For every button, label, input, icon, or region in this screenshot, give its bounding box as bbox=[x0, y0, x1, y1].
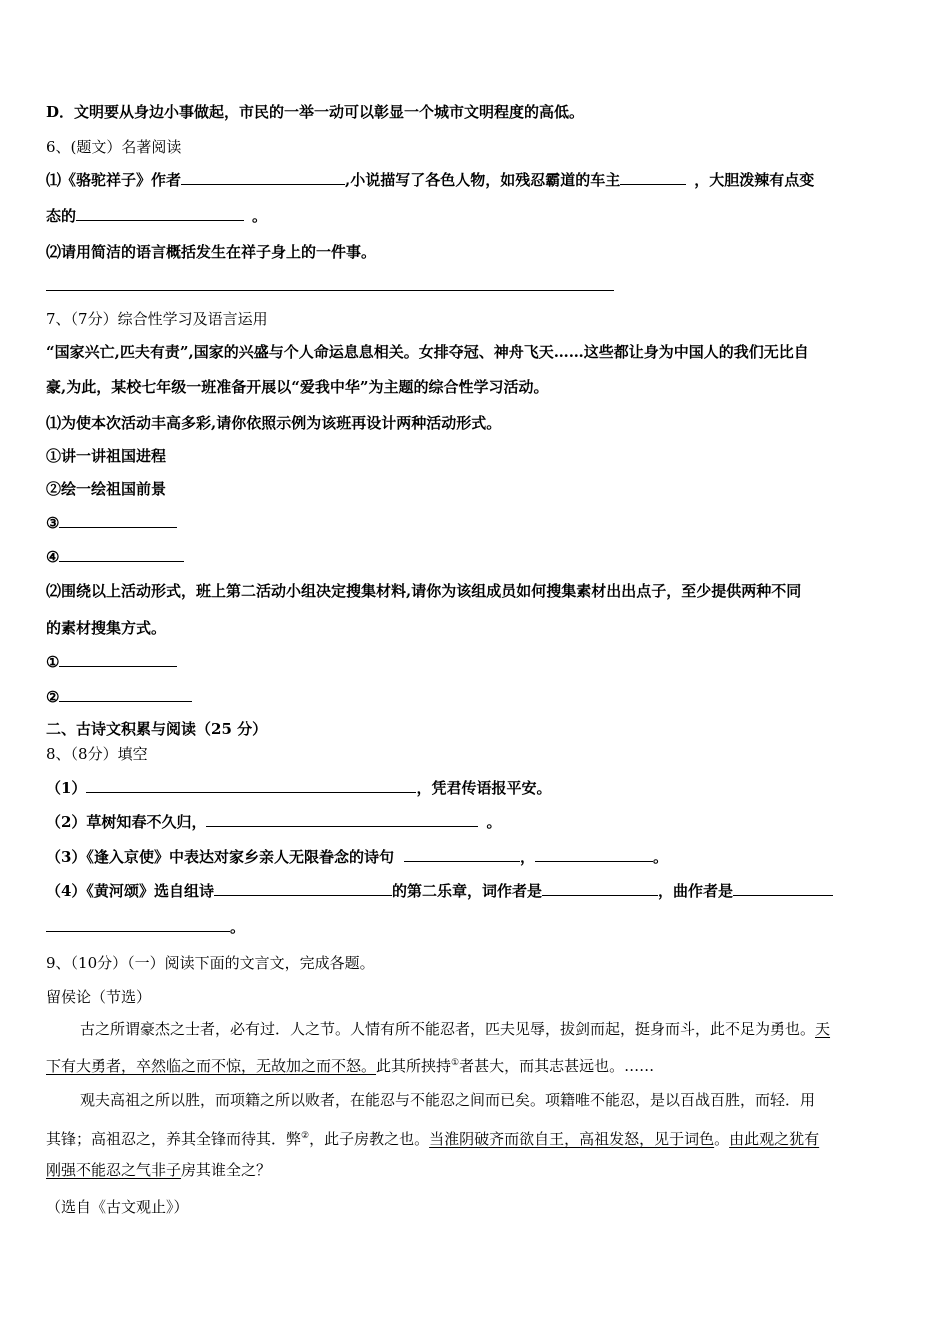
q5-option-label: D． bbox=[46, 103, 75, 121]
q7-example-2: ②绘一绘祖国前景 bbox=[46, 480, 167, 498]
q9-p1-text-e: 者甚大，而其志甚远也。…… bbox=[459, 1057, 655, 1075]
q7-part2-line2: 的素材搜集方式。 bbox=[46, 619, 167, 637]
q8-item-3 bbox=[46, 847, 668, 867]
q8-header bbox=[46, 744, 148, 764]
q9-source: （选自《古文观止》） bbox=[46, 1198, 189, 1216]
q8-item-3-blank-1[interactable] bbox=[404, 847, 520, 862]
q6-p1-text-c: ，大胆泼辣有点变 bbox=[694, 171, 815, 189]
q8-item-2-text: （2）草树知春不久归， bbox=[46, 813, 207, 831]
q6-p1-text-d: 态的 bbox=[46, 207, 77, 225]
q9-passage-title: 留侯论（节选） bbox=[46, 988, 152, 1006]
q7-part2-line1: ⑵围绕以上活动形式，班上第二活动小组决定搜集材料,请你为该组成员如何搜集素材出出点子，至少提供两种不同 bbox=[46, 582, 802, 600]
q9-passage-p2-line2 bbox=[46, 1126, 819, 1149]
q5-option-d bbox=[46, 102, 584, 122]
q8-item-4-text-b: 的第二乐章，词作者是 bbox=[391, 882, 542, 900]
q6-author-blank[interactable] bbox=[181, 170, 345, 185]
q8-item-4-blank-3[interactable] bbox=[733, 881, 833, 896]
q8-item-1-label: （1） bbox=[46, 779, 87, 797]
q7-example-1: ①讲一讲祖国进程 bbox=[46, 447, 167, 465]
q8-item-4-cont bbox=[46, 917, 245, 937]
q9-passage-p3 bbox=[46, 1160, 271, 1180]
q8-header-text: 8、（8分）填空 bbox=[46, 745, 148, 763]
q9-p1-text-d: 此其所挟持 bbox=[376, 1057, 452, 1075]
q9-passage-p1-line1 bbox=[80, 1019, 830, 1039]
q8-item-2 bbox=[46, 812, 501, 832]
q9-passage-p1-line2 bbox=[46, 1053, 654, 1076]
q7-method-1-blank[interactable] bbox=[59, 652, 177, 667]
q9-passage-p2-line1: 观夫高祖之所以胜，而项籍之所以败者，在能忍与不能忍之间而已矣。项籍唯不能忍，是以百战百胜，而轻．用 bbox=[80, 1091, 816, 1109]
q9-p2-text-e: 。 bbox=[714, 1130, 730, 1148]
q9-p2-text-c: ，此子房教之也。 bbox=[309, 1130, 430, 1148]
q6-p1-text-e: 。 bbox=[252, 207, 268, 225]
q6-part2: ⑵请用简洁的语言概括发生在祥子身上的一件事。 bbox=[46, 243, 377, 261]
q9-p1-text-a: 古之所谓豪杰之士者，必有过．人之节。人情有所不能忍者，匹夫见辱，拔剑而起，挺身而斗，此不足为勇也。 bbox=[80, 1020, 816, 1038]
q7-activity-4-label: ④ bbox=[46, 548, 60, 566]
q9-p2-text-b: 其锋；高祖忍之，养其全锋而待其．弊 bbox=[46, 1130, 302, 1148]
q6-answer-line[interactable] bbox=[46, 290, 614, 291]
q9-p2-underlined-f: 由此观之犹有 bbox=[729, 1130, 820, 1148]
q9-p1-underlined-a: 天 bbox=[815, 1020, 831, 1038]
q9-footnote-1: ① bbox=[451, 1058, 460, 1068]
q8-item-4-blank-1[interactable] bbox=[214, 881, 392, 896]
q7-method-1-label: ① bbox=[46, 653, 60, 671]
q8-item-4-end: 。 bbox=[230, 918, 246, 936]
q7-activity-3 bbox=[46, 513, 177, 533]
q8-item-3-end: 。 bbox=[652, 848, 668, 866]
q8-item-4-text-c: ，曲作者是 bbox=[657, 882, 733, 900]
q8-item-3-blank-2[interactable] bbox=[535, 847, 653, 862]
q6-header: 6、(题文）名著阅读 bbox=[46, 138, 182, 156]
q6-owner-blank[interactable] bbox=[620, 170, 686, 185]
q7-method-1 bbox=[46, 652, 177, 672]
q6-p1-text-b: ,小说描写了各色人物，如残忍霸道的车主 bbox=[345, 171, 621, 189]
q8-item-1-blank[interactable] bbox=[86, 778, 416, 793]
q9-p2-underlined-d: 当淮阴破齐而欲自王，高祖发怒，见于词色 bbox=[429, 1130, 715, 1148]
q8-item-3-comma: ， bbox=[519, 848, 535, 866]
q8-item-4-blank-2[interactable] bbox=[542, 881, 658, 896]
q7-part1: ⑴为使本次活动丰高多彩,请你依照示例为该班再设计两种活动形式。 bbox=[46, 414, 502, 432]
q7-method-2 bbox=[46, 687, 192, 707]
q8-item-4-text-a: （4）《黄河颂》选自组诗 bbox=[46, 882, 214, 900]
q9-header: 9、（10分）（一）阅读下面的文言文，完成各题。 bbox=[46, 954, 375, 972]
q9-p1-underlined-b: 下有大勇者，卒然临之而不惊，无故加之而不怒。 bbox=[46, 1057, 377, 1075]
q6-character-blank[interactable] bbox=[76, 206, 244, 221]
q8-item-2-end: 。 bbox=[486, 813, 502, 831]
q7-intro-line2: 豪,为此，某校七年级一班准备开展以“爱我中华”为主题的综合性学习活动。 bbox=[46, 378, 549, 396]
q8-item-1 bbox=[46, 778, 551, 798]
q7-activity-3-blank[interactable] bbox=[59, 513, 177, 528]
q8-item-2-blank[interactable] bbox=[206, 812, 478, 827]
q8-item-4-blank-3-cont[interactable] bbox=[46, 917, 230, 932]
q7-header: 7、（7分）综合性学习及语言运用 bbox=[46, 310, 268, 328]
q7-method-2-blank[interactable] bbox=[59, 687, 192, 702]
q8-item-3-text: （3）《逢入京使》中表达对家乡亲人无限眷念的诗句 bbox=[46, 848, 394, 866]
q7-activity-4-blank[interactable] bbox=[59, 547, 184, 562]
q6-p1-text-a: ⑴《骆驼祥子》作者 bbox=[46, 171, 182, 189]
q8-item-1-text: ，凭君传语报平安。 bbox=[416, 779, 552, 797]
q9-p3-underlined-a: 刚强不能忍之气非子 bbox=[46, 1161, 182, 1179]
q7-activity-3-label: ③ bbox=[46, 514, 60, 532]
q6-part1-line2 bbox=[46, 206, 267, 226]
q7-intro-line1: “国家兴亡,匹夫有责”,国家的兴盛与个人命运息息相关。女排夺冠、神舟飞天……这些都让身为中国人的我们无比自 bbox=[46, 343, 809, 361]
q9-footnote-2: ② bbox=[301, 1131, 310, 1141]
q6-part1-line1 bbox=[46, 170, 814, 190]
q7-activity-4 bbox=[46, 547, 184, 567]
q7-method-2-label: ② bbox=[46, 688, 60, 706]
q8-item-4 bbox=[46, 881, 833, 901]
section-2-title: 二、古诗文积累与阅读（25 分） bbox=[46, 720, 268, 738]
q9-p3-text-b: 房其谁全之？ bbox=[181, 1161, 272, 1179]
q5-option-text: 文明要从身边小事做起，市民的一举一动可以彰显一个城市文明程度的高低。 bbox=[74, 103, 585, 121]
